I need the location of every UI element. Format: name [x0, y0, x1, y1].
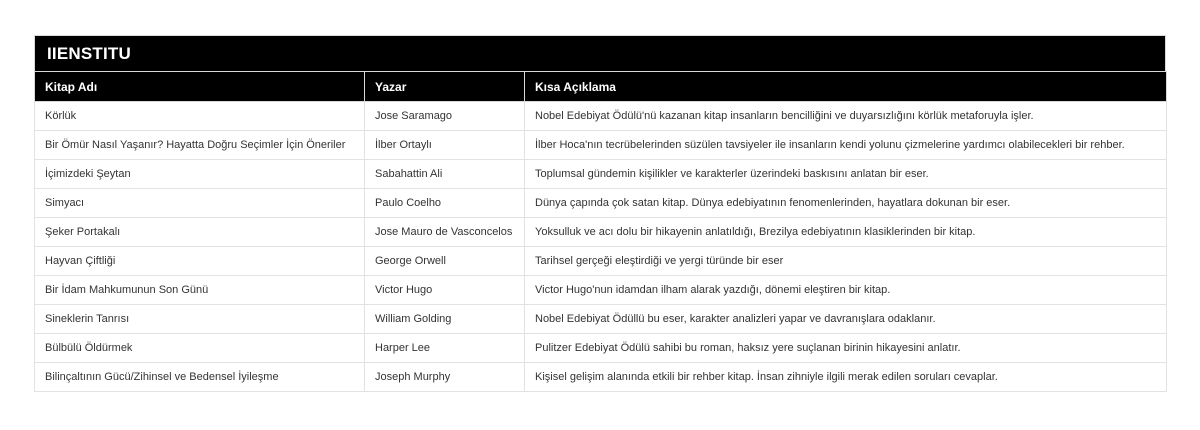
table-row — [35, 363, 1167, 392]
description-cell: Tarihsel gerçeği eleştirdiği ve yergi türünde bir eser — [525, 247, 1167, 276]
table-row — [35, 189, 1167, 218]
table-row — [35, 247, 1167, 276]
author-cell: Sabahattin Ali — [365, 160, 525, 189]
book-name-cell: İçimizdeki Şeytan — [35, 160, 365, 189]
description-cell: Kişisel gelişim alanında etkili bir rehber kitap. İnsan zihniyle ilgili merak edilen soruları cevaplar. — [525, 363, 1167, 392]
author-cell: Victor Hugo — [365, 276, 525, 305]
description-cell: Dünya çapında çok satan kitap. Dünya edebiyatının fenomenlerinden, hayatlara dokunan bir eser. — [525, 189, 1167, 218]
book-name-cell: Şeker Portakalı — [35, 218, 365, 247]
book-table-container — [34, 35, 1166, 392]
table-row — [35, 305, 1167, 334]
book-name-cell: Bilinçaltının Gücü/Zihinsel ve Bedensel İyileşme — [35, 363, 365, 392]
header-author: Yazar — [365, 72, 525, 102]
table-row — [35, 276, 1167, 305]
author-cell: Jose Mauro de Vasconcelos — [365, 218, 525, 247]
book-name-cell: Bülbülü Öldürmek — [35, 334, 365, 363]
author-cell: Harper Lee — [365, 334, 525, 363]
book-name-cell: Bir İdam Mahkumunun Son Günü — [35, 276, 365, 305]
description-cell: Nobel Edebiyat Ödüllü bu eser, karakter analizleri yapar ve davranışlara odaklanır. — [525, 305, 1167, 334]
table-row — [35, 160, 1167, 189]
table-row — [35, 334, 1167, 363]
description-cell: Pulitzer Edebiyat Ödülü sahibi bu roman, haksız yere suçlanan birinin hikayesini anlatır. — [525, 334, 1167, 363]
header-book-name: Kitap Adı — [35, 72, 365, 102]
book-name-cell: Körlük — [35, 102, 365, 131]
book-name-cell: Sineklerin Tanrısı — [35, 305, 365, 334]
table-header-row — [35, 72, 1167, 102]
table-row — [35, 102, 1167, 131]
table-row — [35, 218, 1167, 247]
author-cell: Paulo Coelho — [365, 189, 525, 218]
description-cell: Yoksulluk ve acı dolu bir hikayenin anlatıldığı, Brezilya edebiyatının klasiklerinden bir kitap. — [525, 218, 1167, 247]
table-title: IIENSTITU — [34, 35, 1166, 71]
author-cell: Joseph Murphy — [365, 363, 525, 392]
header-description: Kısa Açıklama — [525, 72, 1167, 102]
description-cell: İlber Hoca'nın tecrübelerinden süzülen tavsiyeler ile insanların kendi yolunu çizmelerine yardımcı olabilecekleri bir rehber. — [525, 131, 1167, 160]
description-cell: Nobel Edebiyat Ödülü'nü kazanan kitap insanların bencilliğini ve duyarsızlığını körlük metaforuyla işler. — [525, 102, 1167, 131]
book-name-cell: Hayvan Çiftliği — [35, 247, 365, 276]
author-cell: George Orwell — [365, 247, 525, 276]
author-cell: Jose Saramago — [365, 102, 525, 131]
book-name-cell: Bir Ömür Nasıl Yaşanır? Hayatta Doğru Seçimler İçin Öneriler — [35, 131, 365, 160]
description-cell: Victor Hugo'nun idamdan ilham alarak yazdığı, dönemi eleştiren bir kitap. — [525, 276, 1167, 305]
author-cell: William Golding — [365, 305, 525, 334]
author-cell: İlber Ortaylı — [365, 131, 525, 160]
book-table — [34, 71, 1167, 392]
description-cell: Toplumsal gündemin kişilikler ve karakterler üzerindeki baskısını anlatan bir eser. — [525, 160, 1167, 189]
book-name-cell: Simyacı — [35, 189, 365, 218]
table-row — [35, 131, 1167, 160]
